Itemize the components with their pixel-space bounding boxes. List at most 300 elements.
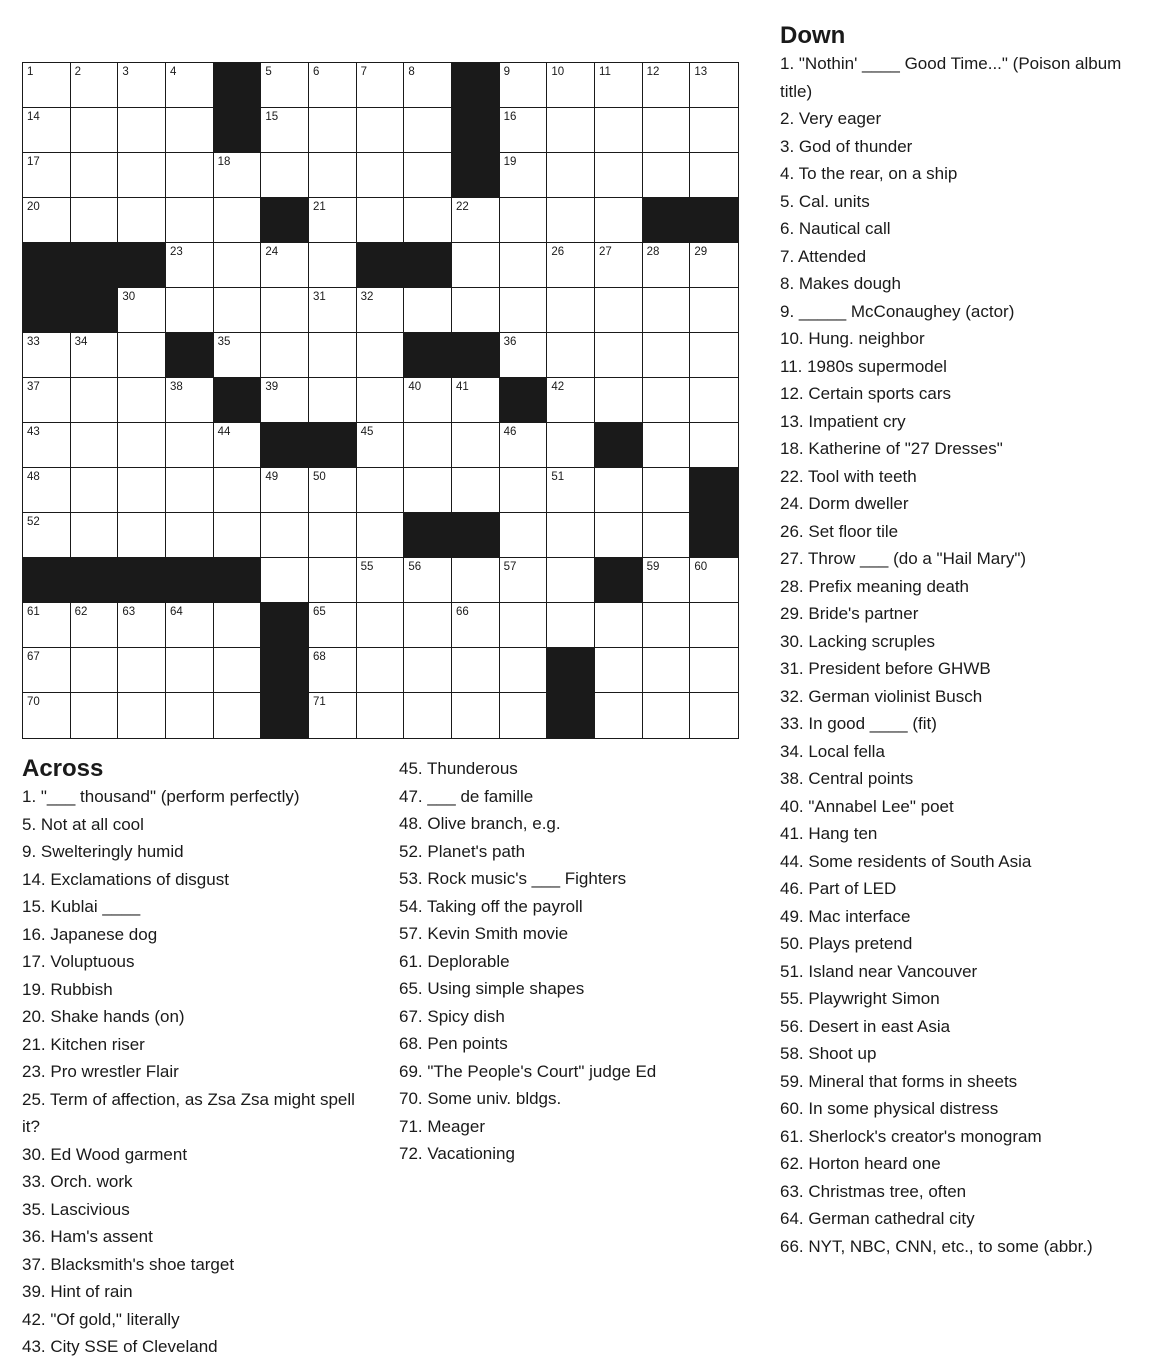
grid-cell[interactable] bbox=[71, 333, 119, 378]
grid-cell[interactable] bbox=[118, 63, 166, 108]
cell-number: 7 bbox=[360, 66, 368, 78]
cell-number: 63 bbox=[122, 606, 136, 618]
grid-cell[interactable] bbox=[595, 198, 643, 243]
black-square bbox=[23, 288, 71, 333]
cell-number: 19 bbox=[503, 156, 517, 168]
cell-number: 21 bbox=[313, 201, 326, 213]
grid-cell[interactable] bbox=[118, 153, 166, 198]
grid-cell[interactable] bbox=[404, 198, 452, 243]
grid-cell[interactable] bbox=[595, 693, 643, 738]
grid-cell[interactable] bbox=[547, 108, 595, 153]
grid-cell[interactable] bbox=[595, 603, 643, 648]
grid-cell[interactable] bbox=[690, 288, 738, 333]
across-clue: 14. Exclamations of disgust bbox=[22, 869, 229, 889]
grid-cell[interactable] bbox=[595, 378, 643, 423]
down-clue: 28. Prefix meaning death bbox=[780, 576, 970, 596]
grid-cell[interactable] bbox=[214, 153, 262, 198]
black-square bbox=[690, 468, 738, 513]
grid-cell[interactable] bbox=[71, 513, 119, 558]
black-square bbox=[643, 198, 691, 243]
grid-cell[interactable] bbox=[261, 558, 309, 603]
down-clue: 22. Tool with teeth bbox=[780, 466, 917, 486]
grid-cell[interactable] bbox=[500, 108, 548, 153]
cell-number: 66 bbox=[456, 606, 469, 618]
grid-cell[interactable] bbox=[71, 153, 119, 198]
cell-number: 67 bbox=[27, 651, 40, 663]
grid-cell[interactable] bbox=[309, 558, 357, 603]
grid-cell[interactable] bbox=[166, 378, 214, 423]
grid-cell[interactable] bbox=[595, 63, 643, 108]
cell-number: 37 bbox=[27, 381, 40, 393]
cell-number: 31 bbox=[313, 291, 326, 303]
cell-number: 27 bbox=[599, 246, 612, 258]
grid-cell[interactable] bbox=[547, 333, 595, 378]
grid-cell[interactable] bbox=[357, 603, 405, 648]
cell-number: 22 bbox=[456, 201, 469, 213]
grid-cell[interactable] bbox=[357, 153, 405, 198]
grid-cell[interactable] bbox=[643, 603, 691, 648]
across-clue: 65. Using simple shapes bbox=[399, 979, 585, 998]
grid-cell[interactable] bbox=[357, 558, 405, 603]
grid-cell[interactable] bbox=[357, 468, 405, 513]
grid-cell[interactable] bbox=[595, 468, 643, 513]
grid-cell[interactable] bbox=[500, 603, 548, 648]
cell-number: 41 bbox=[456, 381, 469, 393]
grid-cell[interactable] bbox=[71, 693, 119, 738]
grid-cell[interactable] bbox=[214, 693, 262, 738]
grid-cell[interactable] bbox=[547, 513, 595, 558]
grid-cell[interactable] bbox=[357, 693, 405, 738]
grid-cell[interactable] bbox=[261, 378, 309, 423]
cell-number: 13 bbox=[694, 66, 708, 78]
grid-cell[interactable] bbox=[452, 468, 500, 513]
grid-cell[interactable] bbox=[690, 243, 738, 288]
grid-cell[interactable] bbox=[357, 513, 405, 558]
grid-cell[interactable] bbox=[500, 648, 548, 693]
grid-cell[interactable] bbox=[500, 558, 548, 603]
cell-number: 44 bbox=[217, 426, 231, 438]
grid-cell[interactable] bbox=[404, 378, 452, 423]
grid-cell[interactable] bbox=[309, 333, 357, 378]
grid-cell[interactable] bbox=[690, 423, 738, 468]
grid-cell[interactable] bbox=[357, 378, 405, 423]
down-clues-column bbox=[780, 22, 1150, 1260]
grid-cell[interactable] bbox=[357, 198, 405, 243]
cell-number: 2 bbox=[74, 66, 82, 78]
grid-cell[interactable] bbox=[452, 198, 500, 243]
grid-cell[interactable] bbox=[309, 468, 357, 513]
grid-cell[interactable] bbox=[547, 558, 595, 603]
grid-cell[interactable] bbox=[643, 243, 691, 288]
grid-cell[interactable] bbox=[452, 243, 500, 288]
grid-cell[interactable] bbox=[309, 288, 357, 333]
grid-cell[interactable] bbox=[643, 153, 691, 198]
grid-cell[interactable] bbox=[309, 378, 357, 423]
grid-cell[interactable] bbox=[595, 648, 643, 693]
black-square bbox=[261, 423, 309, 468]
grid-cell[interactable] bbox=[500, 333, 548, 378]
across-clue: 67. Spicy dish bbox=[399, 1006, 505, 1026]
cell-number: 32 bbox=[360, 291, 374, 303]
grid-cell[interactable] bbox=[214, 288, 262, 333]
grid-cell[interactable] bbox=[309, 648, 357, 693]
down-clue: 5. Cal. units bbox=[780, 191, 870, 211]
crossword-grid bbox=[22, 62, 739, 739]
black-square bbox=[452, 153, 500, 198]
grid-cell[interactable] bbox=[547, 288, 595, 333]
cell-number: 71 bbox=[313, 696, 326, 708]
grid-cell[interactable] bbox=[452, 648, 500, 693]
grid-cell[interactable] bbox=[547, 468, 595, 513]
grid-cell[interactable] bbox=[452, 558, 500, 603]
cell-number: 48 bbox=[27, 471, 40, 483]
cell-number: 4 bbox=[170, 66, 177, 78]
down-clue: 12. Certain sports cars bbox=[780, 384, 952, 403]
grid-cell[interactable] bbox=[404, 153, 452, 198]
grid-cell[interactable] bbox=[357, 423, 405, 468]
grid-cell[interactable] bbox=[118, 108, 166, 153]
grid-cell[interactable] bbox=[23, 333, 71, 378]
cell-number: 5 bbox=[265, 66, 272, 78]
grid-cell[interactable] bbox=[23, 648, 71, 693]
grid-cell[interactable] bbox=[118, 198, 166, 243]
grid-cell[interactable] bbox=[690, 693, 738, 738]
down-clue: 4. To the rear, on a ship bbox=[780, 164, 958, 183]
black-square bbox=[452, 63, 500, 108]
grid-cell[interactable] bbox=[23, 423, 71, 468]
grid-cell[interactable] bbox=[118, 648, 166, 693]
grid-cell[interactable] bbox=[166, 153, 214, 198]
grid-cell[interactable] bbox=[357, 63, 405, 108]
grid-cell[interactable] bbox=[643, 558, 691, 603]
grid-cell[interactable] bbox=[166, 513, 214, 558]
grid-cell[interactable] bbox=[547, 378, 595, 423]
down-clue: 3. God of thunder bbox=[780, 136, 913, 156]
grid-cell[interactable] bbox=[595, 288, 643, 333]
down-clue: 13. Impatient cry bbox=[780, 411, 906, 431]
grid-cell[interactable] bbox=[404, 468, 452, 513]
grid-cell[interactable] bbox=[118, 468, 166, 513]
grid-cell[interactable] bbox=[547, 423, 595, 468]
grid-cell[interactable] bbox=[261, 243, 309, 288]
grid-cell[interactable] bbox=[166, 108, 214, 153]
grid-cell[interactable] bbox=[166, 243, 214, 288]
grid-cell[interactable] bbox=[166, 63, 214, 108]
cell-number: 38 bbox=[170, 381, 183, 393]
grid-cell[interactable] bbox=[261, 63, 309, 108]
grid-cell[interactable] bbox=[261, 288, 309, 333]
black-square bbox=[595, 423, 643, 468]
across-clue: 16. Japanese dog bbox=[22, 924, 158, 944]
cell-number: 65 bbox=[313, 606, 326, 618]
grid-cell[interactable] bbox=[500, 423, 548, 468]
across-clue: 54. Taking off the payroll bbox=[399, 896, 583, 916]
grid-cell[interactable] bbox=[118, 693, 166, 738]
grid-cell[interactable] bbox=[23, 378, 71, 423]
cell-number: 34 bbox=[74, 336, 88, 348]
down-clue: 10. Hung. neighbor bbox=[780, 329, 925, 348]
grid-cell[interactable] bbox=[166, 468, 214, 513]
grid-cell[interactable] bbox=[214, 603, 262, 648]
across-clue: 57. Kevin Smith movie bbox=[399, 924, 569, 943]
black-square bbox=[214, 558, 262, 603]
grid-cell[interactable] bbox=[595, 243, 643, 288]
across-clue: 70. Some univ. bldgs. bbox=[399, 1089, 562, 1108]
grid-cell[interactable] bbox=[166, 603, 214, 648]
black-square bbox=[404, 513, 452, 558]
across-clue: 42. "Of gold," literally bbox=[22, 1309, 180, 1329]
grid-cell[interactable] bbox=[166, 288, 214, 333]
cell-number: 6 bbox=[313, 66, 320, 78]
across-clues-column-2 bbox=[399, 755, 739, 1168]
grid-cell[interactable] bbox=[643, 288, 691, 333]
cell-number: 16 bbox=[503, 111, 517, 123]
grid-cell[interactable] bbox=[309, 198, 357, 243]
grid-cell[interactable] bbox=[357, 648, 405, 693]
grid-cell[interactable] bbox=[23, 693, 71, 738]
cell-number: 40 bbox=[408, 381, 422, 393]
grid-cell[interactable] bbox=[71, 108, 119, 153]
down-heading: Down bbox=[780, 22, 846, 49]
grid-cell[interactable] bbox=[500, 288, 548, 333]
across-clue: 45. Thunderous bbox=[399, 759, 518, 778]
grid-cell[interactable] bbox=[547, 243, 595, 288]
cell-number: 9 bbox=[503, 66, 511, 78]
grid-cell[interactable] bbox=[452, 378, 500, 423]
grid-cell[interactable] bbox=[23, 603, 71, 648]
grid-cell[interactable] bbox=[500, 468, 548, 513]
cell-number: 24 bbox=[265, 246, 279, 258]
across-clue: 17. Voluptuous bbox=[22, 952, 135, 971]
across-clue: 68. Pen points bbox=[399, 1034, 508, 1053]
down-clue: 41. Hang ten bbox=[780, 824, 878, 843]
across-clue: 36. Ham's assent bbox=[22, 1227, 153, 1246]
grid-cell[interactable] bbox=[643, 468, 691, 513]
across-clue: 72. Vacationing bbox=[399, 1144, 515, 1163]
down-clue: 24. Dorm dweller bbox=[780, 494, 909, 513]
black-square bbox=[690, 198, 738, 243]
grid-cell[interactable] bbox=[690, 603, 738, 648]
grid-cell[interactable] bbox=[23, 63, 71, 108]
grid-cell[interactable] bbox=[23, 468, 71, 513]
grid-cell[interactable] bbox=[404, 108, 452, 153]
down-clue-list bbox=[780, 50, 1150, 1260]
grid-cell[interactable] bbox=[547, 153, 595, 198]
grid-cell[interactable] bbox=[500, 198, 548, 243]
grid-cell[interactable] bbox=[643, 693, 691, 738]
grid-cell[interactable] bbox=[690, 558, 738, 603]
grid-cell[interactable] bbox=[643, 513, 691, 558]
grid-cell[interactable] bbox=[214, 513, 262, 558]
grid-cell[interactable] bbox=[404, 558, 452, 603]
across-clue: 19. Rubbish bbox=[22, 979, 113, 999]
grid-cell[interactable] bbox=[643, 378, 691, 423]
grid-cell[interactable] bbox=[690, 63, 738, 108]
grid-cell[interactable] bbox=[452, 603, 500, 648]
grid-cell[interactable] bbox=[214, 468, 262, 513]
grid-cell[interactable] bbox=[690, 648, 738, 693]
grid-cell[interactable] bbox=[23, 513, 71, 558]
grid-cell[interactable] bbox=[261, 468, 309, 513]
black-square bbox=[23, 243, 71, 288]
black-square bbox=[71, 558, 119, 603]
cell-number: 39 bbox=[265, 381, 279, 393]
grid-cell[interactable] bbox=[643, 333, 691, 378]
grid-cell[interactable] bbox=[71, 603, 119, 648]
grid-cell[interactable] bbox=[166, 198, 214, 243]
grid-cell[interactable] bbox=[309, 243, 357, 288]
down-clue: 61. Sherlock's creator's monogram bbox=[780, 1126, 1042, 1146]
grid-cell[interactable] bbox=[452, 288, 500, 333]
grid-cell[interactable] bbox=[404, 63, 452, 108]
grid-cell[interactable] bbox=[118, 603, 166, 648]
across-clue: 69. "The People's Court" judge Ed bbox=[399, 1061, 657, 1081]
grid-cell[interactable] bbox=[261, 153, 309, 198]
grid-cell[interactable] bbox=[643, 648, 691, 693]
grid-cell[interactable] bbox=[214, 333, 262, 378]
down-clue: 55. Playwright Simon bbox=[780, 989, 940, 1008]
cell-number: 43 bbox=[27, 426, 40, 438]
grid-cell[interactable] bbox=[404, 423, 452, 468]
cell-number: 60 bbox=[694, 561, 708, 573]
grid-cell[interactable] bbox=[547, 198, 595, 243]
grid-cell[interactable] bbox=[214, 198, 262, 243]
black-square bbox=[71, 243, 119, 288]
black-square bbox=[690, 513, 738, 558]
down-clue: 11. 1980s supermodel bbox=[780, 356, 947, 376]
down-clue: 26. Set floor tile bbox=[780, 521, 899, 541]
grid-cell[interactable] bbox=[357, 288, 405, 333]
black-square bbox=[166, 558, 214, 603]
grid-cell[interactable] bbox=[595, 513, 643, 558]
cell-number: 33 bbox=[27, 336, 40, 348]
grid-cell[interactable] bbox=[357, 333, 405, 378]
down-clue: 32. German violinist Busch bbox=[780, 686, 983, 706]
grid-cell[interactable] bbox=[71, 423, 119, 468]
grid-cell[interactable] bbox=[71, 198, 119, 243]
grid-cell[interactable] bbox=[214, 243, 262, 288]
cell-number: 20 bbox=[27, 201, 40, 213]
grid-cell[interactable] bbox=[500, 243, 548, 288]
grid-cell[interactable] bbox=[690, 378, 738, 423]
grid-cell[interactable] bbox=[261, 513, 309, 558]
grid-cell[interactable] bbox=[309, 603, 357, 648]
grid-cell[interactable] bbox=[23, 198, 71, 243]
grid-cell[interactable] bbox=[404, 648, 452, 693]
cell-number: 17 bbox=[27, 156, 40, 168]
grid-cell[interactable] bbox=[71, 63, 119, 108]
grid-cell[interactable] bbox=[547, 63, 595, 108]
grid-cell[interactable] bbox=[309, 513, 357, 558]
black-square bbox=[214, 108, 262, 153]
grid-cell[interactable] bbox=[166, 423, 214, 468]
grid-cell[interactable] bbox=[23, 108, 71, 153]
grid-cell[interactable] bbox=[595, 108, 643, 153]
black-square bbox=[166, 333, 214, 378]
grid-cell[interactable] bbox=[500, 693, 548, 738]
cell-number: 28 bbox=[646, 246, 660, 258]
cell-number: 18 bbox=[217, 156, 231, 168]
cell-number: 68 bbox=[313, 651, 326, 663]
down-clue: 7. Attended bbox=[780, 246, 867, 266]
cell-number: 29 bbox=[694, 246, 708, 258]
grid-cell[interactable] bbox=[71, 648, 119, 693]
grid-cell[interactable] bbox=[404, 288, 452, 333]
grid-cell[interactable] bbox=[595, 333, 643, 378]
down-clue: 1. "Nothin' ____ Good Time..." (Poison album title) bbox=[780, 54, 1122, 101]
grid-cell[interactable] bbox=[118, 513, 166, 558]
grid-cell[interactable] bbox=[309, 693, 357, 738]
grid-cell[interactable] bbox=[690, 108, 738, 153]
grid-cell[interactable] bbox=[404, 693, 452, 738]
grid-cell[interactable] bbox=[71, 378, 119, 423]
across-clue: 35. Lascivious bbox=[22, 1199, 130, 1219]
black-square bbox=[118, 558, 166, 603]
across-clue: 61. Deplorable bbox=[399, 951, 510, 971]
grid-cell[interactable] bbox=[261, 108, 309, 153]
grid-cell[interactable] bbox=[309, 63, 357, 108]
down-clue: 8. Makes dough bbox=[780, 274, 901, 293]
grid-cell[interactable] bbox=[452, 423, 500, 468]
cell-number: 51 bbox=[551, 471, 565, 483]
grid-cell[interactable] bbox=[118, 288, 166, 333]
grid-cell[interactable] bbox=[643, 63, 691, 108]
grid-cell[interactable] bbox=[500, 513, 548, 558]
grid-cell[interactable] bbox=[309, 153, 357, 198]
grid-cell[interactable] bbox=[309, 108, 357, 153]
cell-number: 59 bbox=[646, 561, 660, 573]
grid-cell[interactable] bbox=[547, 603, 595, 648]
grid-cell[interactable] bbox=[643, 423, 691, 468]
grid-cell[interactable] bbox=[214, 423, 262, 468]
grid-cell[interactable] bbox=[452, 693, 500, 738]
black-square bbox=[261, 648, 309, 693]
grid-cell[interactable] bbox=[404, 603, 452, 648]
cell-number: 1 bbox=[27, 66, 34, 78]
grid-cell[interactable] bbox=[690, 333, 738, 378]
cell-number: 15 bbox=[265, 111, 279, 123]
black-square bbox=[261, 198, 309, 243]
down-clue: 51. Island near Vancouver bbox=[780, 961, 978, 981]
grid-cell[interactable] bbox=[690, 153, 738, 198]
grid-cell[interactable] bbox=[643, 108, 691, 153]
grid-cell[interactable] bbox=[500, 63, 548, 108]
across-clue: 37. Blacksmith's shoe target bbox=[22, 1254, 235, 1274]
grid-cell[interactable] bbox=[166, 693, 214, 738]
grid-cell[interactable] bbox=[118, 378, 166, 423]
grid-cell[interactable] bbox=[595, 153, 643, 198]
grid-cell[interactable] bbox=[357, 108, 405, 153]
down-clue: 33. In good ____ (fit) bbox=[780, 714, 937, 733]
across-clue: 47. ___ de famille bbox=[399, 786, 534, 806]
grid-cell[interactable] bbox=[118, 423, 166, 468]
black-square bbox=[261, 603, 309, 648]
across-clue: 53. Rock music's ___ Fighters bbox=[399, 869, 627, 888]
grid-cell[interactable] bbox=[500, 153, 548, 198]
cell-number: 45 bbox=[360, 426, 374, 438]
grid-cell[interactable] bbox=[261, 333, 309, 378]
grid-cell[interactable] bbox=[118, 333, 166, 378]
across-clue: 21. Kitchen riser bbox=[22, 1034, 145, 1054]
grid-cell[interactable] bbox=[71, 468, 119, 513]
down-clue: 9. _____ McConaughey (actor) bbox=[780, 301, 1015, 321]
black-square bbox=[404, 243, 452, 288]
grid-cell[interactable] bbox=[166, 648, 214, 693]
across-clue: 43. City SSE of Cleveland bbox=[22, 1337, 218, 1356]
cell-number: 11 bbox=[599, 66, 611, 78]
grid-cell[interactable] bbox=[214, 648, 262, 693]
grid-cell[interactable] bbox=[23, 153, 71, 198]
